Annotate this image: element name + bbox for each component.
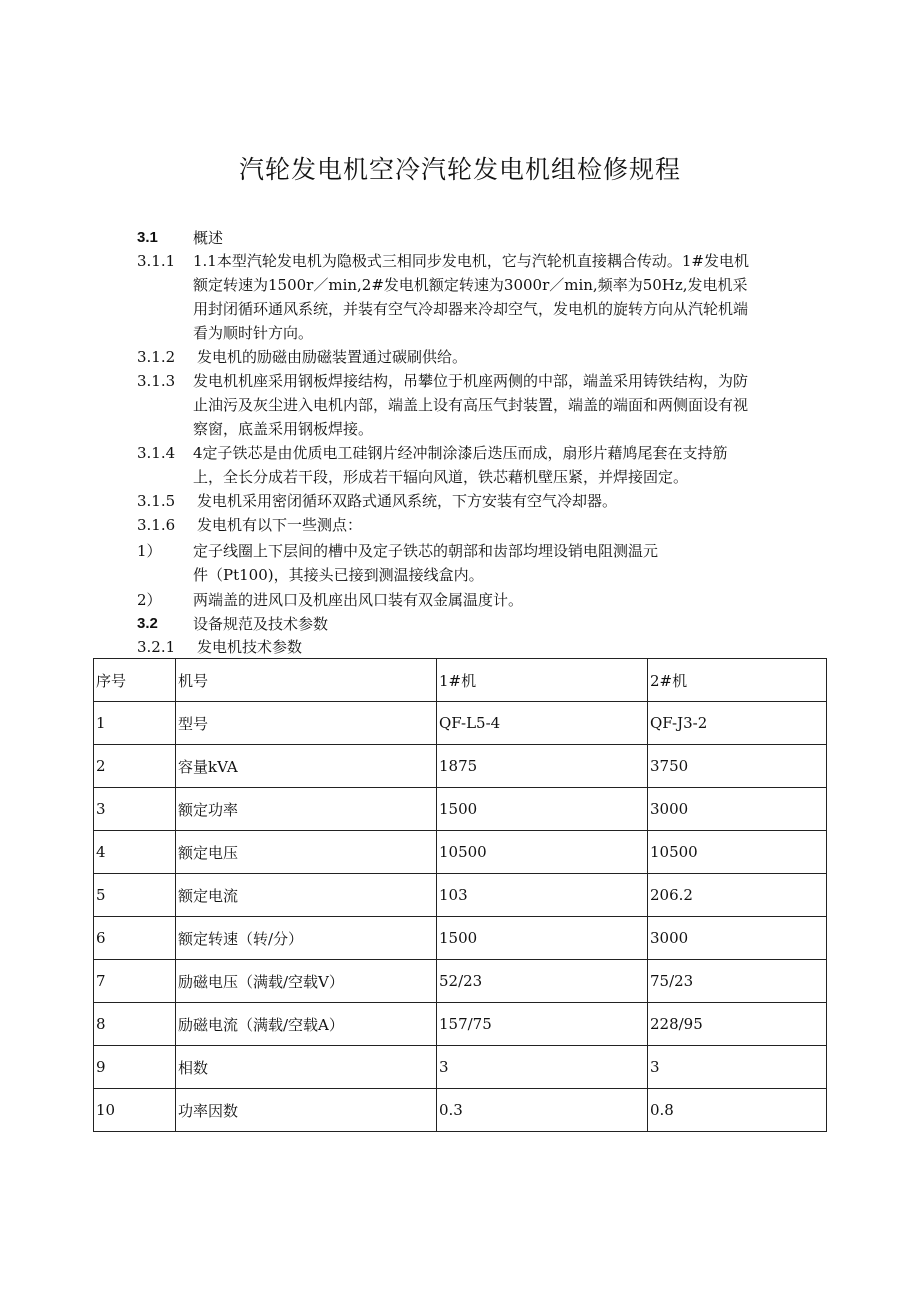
table-cell: 206.2 [648,874,827,917]
table-cell: 容量kVA [176,745,437,788]
item-number: 3.1.5 [137,492,176,510]
paragraph-line: 看为顺时针方向。 [193,324,314,342]
table-cell: 型号 [176,702,437,745]
document-title: 汽轮发电机空冷汽轮发电机组检修规程 [238,155,681,184]
list-line: 定子线圈上下层间的槽中及定子铁芯的朝部和齿部均埋设销电阻测温元 [193,542,659,560]
list-label: 2） [137,591,162,609]
table-header-cell: 1#机 [437,659,648,702]
table-cell: 额定转速（转/分） [176,917,437,960]
table-cell: 228/95 [648,1003,827,1046]
table-cell: QF-L5-4 [437,702,648,745]
table-cell: 7 [94,960,176,1003]
table-row [94,1003,827,1046]
table-cell: 10 [94,1089,176,1132]
table-cell: 2 [94,745,176,788]
table-cell: 157/75 [437,1003,648,1046]
subsection-heading: 发电机技术参数 [197,638,303,656]
paragraph-line: 止油污及灰尘进入电机内部，端盖上设有高压气封装置，端盖的端面和两侧面设有视 [193,396,749,414]
section-number: 3.1 [137,229,158,246]
table-cell: 52/23 [437,960,648,1003]
table-cell: 1500 [437,788,648,831]
table-cell: 4 [94,831,176,874]
table-cell: 5 [94,874,176,917]
table-cell: 0.3 [437,1089,648,1132]
table-cell: 额定电压 [176,831,437,874]
table-cell: 75/23 [648,960,827,1003]
paragraph-line: 上，全长分成若干段，形成若干辐向风道，铁芯藉机壁压紧，并焊接固定。 [193,468,689,486]
list-line: 两端盖的进风口及机座出风口装有双金属温度计。 [193,591,524,609]
item-number: 3.1.6 [137,516,176,534]
table-cell: 6 [94,917,176,960]
table-cell: 额定功率 [176,788,437,831]
table-cell: 额定电流 [176,874,437,917]
table-row [94,960,827,1003]
table-cell: 3750 [648,745,827,788]
table-row [94,917,827,960]
paragraph-line: 额定转速为1500r／min,2#发电机额定转速为3000r／min,频率为50Hz,发电机采 [193,276,748,294]
table-cell: 3 [648,1046,827,1089]
table-cell: 9 [94,1046,176,1089]
table-cell: 1875 [437,745,648,788]
item-number: 3.1.4 [137,444,176,462]
paragraph-line: 4定子铁芯是由优质电工硅钢片经冲制涂漆后迭压而成，扇形片藉鸠尾套在支持筋 [193,444,728,462]
generator-spec-table [93,658,827,1132]
table-cell: 励磁电压（满载/空载V） [176,960,437,1003]
paragraph-line: 1.1本型汽轮发电机为隐极式三相同步发电机，它与汽轮机直接耦合传动。1#发电机 [193,252,749,270]
paragraph-line: 发电机的励磁由励磁装置通过碳刷供给。 [197,348,468,366]
table-cell: 3 [437,1046,648,1089]
section-number: 3.2 [137,615,158,632]
table-row [94,874,827,917]
paragraph-line: 发电机采用密闭循环双路式通风系统，下方安装有空气冷却器。 [197,492,618,510]
list-label: 1） [137,542,162,560]
table-cell: 1 [94,702,176,745]
paragraph-line: 用封闭循环通风系统，并装有空气冷却器来冷却空气，发电机的旋转方向从汽轮机端 [193,300,749,318]
item-number: 3.1.1 [137,252,176,270]
table-row [94,1089,827,1132]
table-cell: 3 [94,788,176,831]
paragraph-line: 察窗，底盖采用钢板焊接。 [193,420,374,438]
table-cell: QF-J3-2 [648,702,827,745]
subsection-number: 3.2.1 [137,638,176,656]
table-row [94,745,827,788]
table-header-cell: 序号 [94,659,176,702]
table-header-cell: 2#机 [648,659,827,702]
table-cell: 3000 [648,917,827,960]
table-cell: 103 [437,874,648,917]
table-cell: 3000 [648,788,827,831]
table-row [94,788,827,831]
section-heading: 概述 [193,229,224,247]
table-row [94,831,827,874]
table-cell: 10500 [648,831,827,874]
paragraph-line: 发电机机座采用钢板焊接结构，吊攀位于机座两侧的中部，端盖采用铸铁结构，为防 [193,372,749,390]
table-cell: 1500 [437,917,648,960]
table-cell: 10500 [437,831,648,874]
list-line: 件（Pt100)，其接头已接到测温接线盒内。 [193,566,484,584]
item-number: 3.1.3 [137,372,176,390]
table-cell: 8 [94,1003,176,1046]
table-row [94,702,827,745]
table-header-cell: 机号 [176,659,437,702]
table-row [94,1046,827,1089]
section-heading: 设备规范及技术参数 [193,615,329,633]
item-number: 3.1.2 [137,348,176,366]
table-cell: 功率因数 [176,1089,437,1132]
paragraph-line: 发电机有以下一些测点： [197,516,363,534]
table-cell: 0.8 [648,1089,827,1132]
table-header-row [94,659,827,702]
table-cell: 励磁电流（满载/空载A） [176,1003,437,1046]
table-cell: 相数 [176,1046,437,1089]
